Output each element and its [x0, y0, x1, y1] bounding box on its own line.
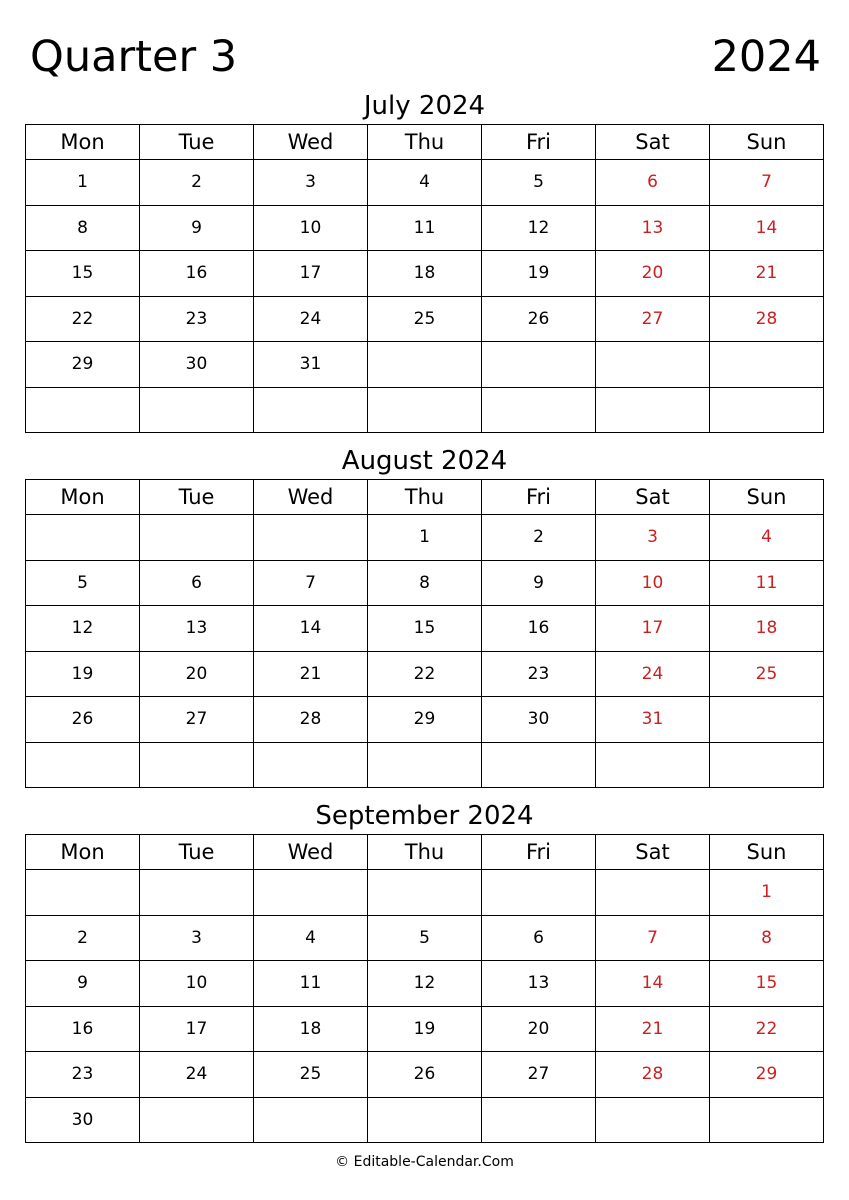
day-cell: 5: [368, 915, 482, 961]
day-cell: [26, 870, 140, 916]
day-cell: 9: [140, 205, 254, 251]
day-cell: 15: [368, 606, 482, 652]
day-cell: 21: [254, 651, 368, 697]
day-cell: [482, 870, 596, 916]
day-cell: 5: [26, 560, 140, 606]
weekday-header: Sat: [596, 835, 710, 870]
copyright-footer: © Editable-Calendar.Com: [335, 1154, 514, 1170]
day-cell: 2: [26, 915, 140, 961]
day-cell: 30: [482, 697, 596, 743]
weeks-body: [26, 515, 824, 788]
day-cell: [596, 387, 710, 433]
weekday-header: Fri: [482, 125, 596, 160]
day-cell: 6: [140, 560, 254, 606]
day-cell: [710, 742, 824, 788]
day-cell: 8: [710, 915, 824, 961]
week-row: [26, 160, 824, 206]
day-cell: 8: [26, 205, 140, 251]
page-header: [30, 28, 821, 88]
weekday-header: Sun: [710, 480, 824, 515]
day-cell: 3: [140, 915, 254, 961]
week-row: [26, 251, 824, 297]
weekday-header: Thu: [368, 835, 482, 870]
weekday-header: Tue: [140, 125, 254, 160]
day-cell: 4: [710, 515, 824, 561]
weekday-header: Sat: [596, 480, 710, 515]
day-cell: [482, 1097, 596, 1143]
year-title: 2024: [711, 32, 821, 82]
day-cell: 6: [482, 915, 596, 961]
day-cell: [368, 342, 482, 388]
day-cell: 16: [26, 1006, 140, 1052]
week-row: [26, 515, 824, 561]
day-cell: [254, 1097, 368, 1143]
day-cell: 10: [140, 961, 254, 1007]
day-cell: [26, 742, 140, 788]
week-row: [26, 342, 824, 388]
day-cell: 11: [710, 560, 824, 606]
weekday-header: Sun: [710, 125, 824, 160]
day-cell: [368, 387, 482, 433]
weekday-header: Thu: [368, 480, 482, 515]
weekday-header-row: [26, 480, 824, 515]
day-cell: 4: [254, 915, 368, 961]
day-cell: 28: [710, 296, 824, 342]
day-cell: 1: [368, 515, 482, 561]
day-cell: [140, 515, 254, 561]
week-row: [26, 387, 824, 433]
day-cell: 13: [482, 961, 596, 1007]
day-cell: 20: [596, 251, 710, 297]
week-row: [26, 961, 824, 1007]
day-cell: 18: [710, 606, 824, 652]
day-cell: 18: [254, 1006, 368, 1052]
day-cell: [140, 387, 254, 433]
day-cell: [140, 1097, 254, 1143]
weekday-header-row: [26, 835, 824, 870]
weekday-header: Fri: [482, 835, 596, 870]
day-cell: 23: [140, 296, 254, 342]
week-row: [26, 296, 824, 342]
day-cell: 8: [368, 560, 482, 606]
month-calendar-july: [25, 88, 824, 433]
day-cell: 20: [482, 1006, 596, 1052]
week-row: [26, 205, 824, 251]
weekday-header: Mon: [26, 125, 140, 160]
day-cell: 22: [368, 651, 482, 697]
day-cell: [368, 870, 482, 916]
day-cell: [26, 515, 140, 561]
day-cell: 12: [368, 961, 482, 1007]
day-cell: 30: [26, 1097, 140, 1143]
week-row: [26, 1097, 824, 1143]
month-title: July 2024: [363, 91, 486, 121]
month-title: September 2024: [315, 801, 534, 831]
day-cell: 3: [254, 160, 368, 206]
day-cell: [710, 387, 824, 433]
day-cell: [254, 387, 368, 433]
calendar-grid: [25, 834, 824, 1143]
weekday-header: Mon: [26, 480, 140, 515]
weekday-header: Sat: [596, 125, 710, 160]
week-row: [26, 1052, 824, 1098]
day-cell: 25: [368, 296, 482, 342]
week-row: [26, 915, 824, 961]
weekday-header: Tue: [140, 480, 254, 515]
day-cell: [140, 742, 254, 788]
day-cell: 22: [710, 1006, 824, 1052]
day-cell: 21: [710, 251, 824, 297]
day-cell: 9: [26, 961, 140, 1007]
day-cell: 10: [596, 560, 710, 606]
day-cell: 31: [596, 697, 710, 743]
day-cell: 29: [710, 1052, 824, 1098]
day-cell: 24: [596, 651, 710, 697]
day-cell: 28: [254, 697, 368, 743]
day-cell: 13: [596, 205, 710, 251]
day-cell: 31: [254, 342, 368, 388]
day-cell: 2: [140, 160, 254, 206]
day-cell: 14: [254, 606, 368, 652]
day-cell: 7: [710, 160, 824, 206]
day-cell: 29: [368, 697, 482, 743]
day-cell: 15: [710, 961, 824, 1007]
day-cell: 26: [482, 296, 596, 342]
day-cell: 26: [368, 1052, 482, 1098]
day-cell: 27: [140, 697, 254, 743]
weekday-header: Wed: [254, 125, 368, 160]
day-cell: 27: [596, 296, 710, 342]
day-cell: [596, 1097, 710, 1143]
day-cell: [368, 742, 482, 788]
week-row: [26, 870, 824, 916]
day-cell: [710, 697, 824, 743]
day-cell: [482, 387, 596, 433]
day-cell: [482, 742, 596, 788]
day-cell: 15: [26, 251, 140, 297]
day-cell: 13: [140, 606, 254, 652]
day-cell: 25: [254, 1052, 368, 1098]
day-cell: [254, 515, 368, 561]
day-cell: [710, 1097, 824, 1143]
weekday-header: Sun: [710, 835, 824, 870]
day-cell: [482, 342, 596, 388]
day-cell: 17: [140, 1006, 254, 1052]
weekday-header: Tue: [140, 835, 254, 870]
day-cell: [254, 870, 368, 916]
week-row: [26, 606, 824, 652]
day-cell: 5: [482, 160, 596, 206]
day-cell: 18: [368, 251, 482, 297]
weeks-body: [26, 160, 824, 433]
day-cell: 11: [254, 961, 368, 1007]
weekday-header: Mon: [26, 835, 140, 870]
month-calendar-august: [25, 443, 824, 788]
week-row: [26, 697, 824, 743]
week-row: [26, 742, 824, 788]
weekday-header-row: [26, 125, 824, 160]
day-cell: 19: [368, 1006, 482, 1052]
month-calendar-september: [25, 798, 824, 1143]
day-cell: [710, 342, 824, 388]
month-title: August 2024: [341, 446, 508, 476]
day-cell: 9: [482, 560, 596, 606]
day-cell: 19: [482, 251, 596, 297]
calendar-grid: [25, 124, 824, 433]
day-cell: 21: [596, 1006, 710, 1052]
day-cell: 17: [254, 251, 368, 297]
day-cell: 1: [26, 160, 140, 206]
day-cell: 12: [26, 606, 140, 652]
day-cell: [596, 870, 710, 916]
calendar-grid: [25, 479, 824, 788]
day-cell: 2: [482, 515, 596, 561]
day-cell: 17: [596, 606, 710, 652]
day-cell: 6: [596, 160, 710, 206]
day-cell: 16: [140, 251, 254, 297]
week-row: [26, 560, 824, 606]
day-cell: 19: [26, 651, 140, 697]
day-cell: [140, 870, 254, 916]
weekday-header: Wed: [254, 835, 368, 870]
day-cell: 11: [368, 205, 482, 251]
day-cell: 28: [596, 1052, 710, 1098]
week-row: [26, 1006, 824, 1052]
day-cell: [254, 742, 368, 788]
week-row: [26, 651, 824, 697]
quarter-title: Quarter 3: [30, 32, 238, 82]
weeks-body: [26, 870, 824, 1143]
day-cell: [368, 1097, 482, 1143]
weekday-header: Wed: [254, 480, 368, 515]
day-cell: 23: [26, 1052, 140, 1098]
day-cell: 10: [254, 205, 368, 251]
day-cell: 22: [26, 296, 140, 342]
day-cell: 3: [596, 515, 710, 561]
day-cell: 20: [140, 651, 254, 697]
day-cell: 24: [140, 1052, 254, 1098]
day-cell: 14: [710, 205, 824, 251]
weekday-header: Fri: [482, 480, 596, 515]
day-cell: 4: [368, 160, 482, 206]
day-cell: 23: [482, 651, 596, 697]
day-cell: 25: [710, 651, 824, 697]
day-cell: 30: [140, 342, 254, 388]
day-cell: 1: [710, 870, 824, 916]
day-cell: 24: [254, 296, 368, 342]
day-cell: [26, 387, 140, 433]
day-cell: 7: [596, 915, 710, 961]
day-cell: [596, 342, 710, 388]
day-cell: [596, 742, 710, 788]
day-cell: 7: [254, 560, 368, 606]
day-cell: 14: [596, 961, 710, 1007]
day-cell: 27: [482, 1052, 596, 1098]
day-cell: 16: [482, 606, 596, 652]
day-cell: 12: [482, 205, 596, 251]
day-cell: 26: [26, 697, 140, 743]
weekday-header: Thu: [368, 125, 482, 160]
day-cell: 29: [26, 342, 140, 388]
